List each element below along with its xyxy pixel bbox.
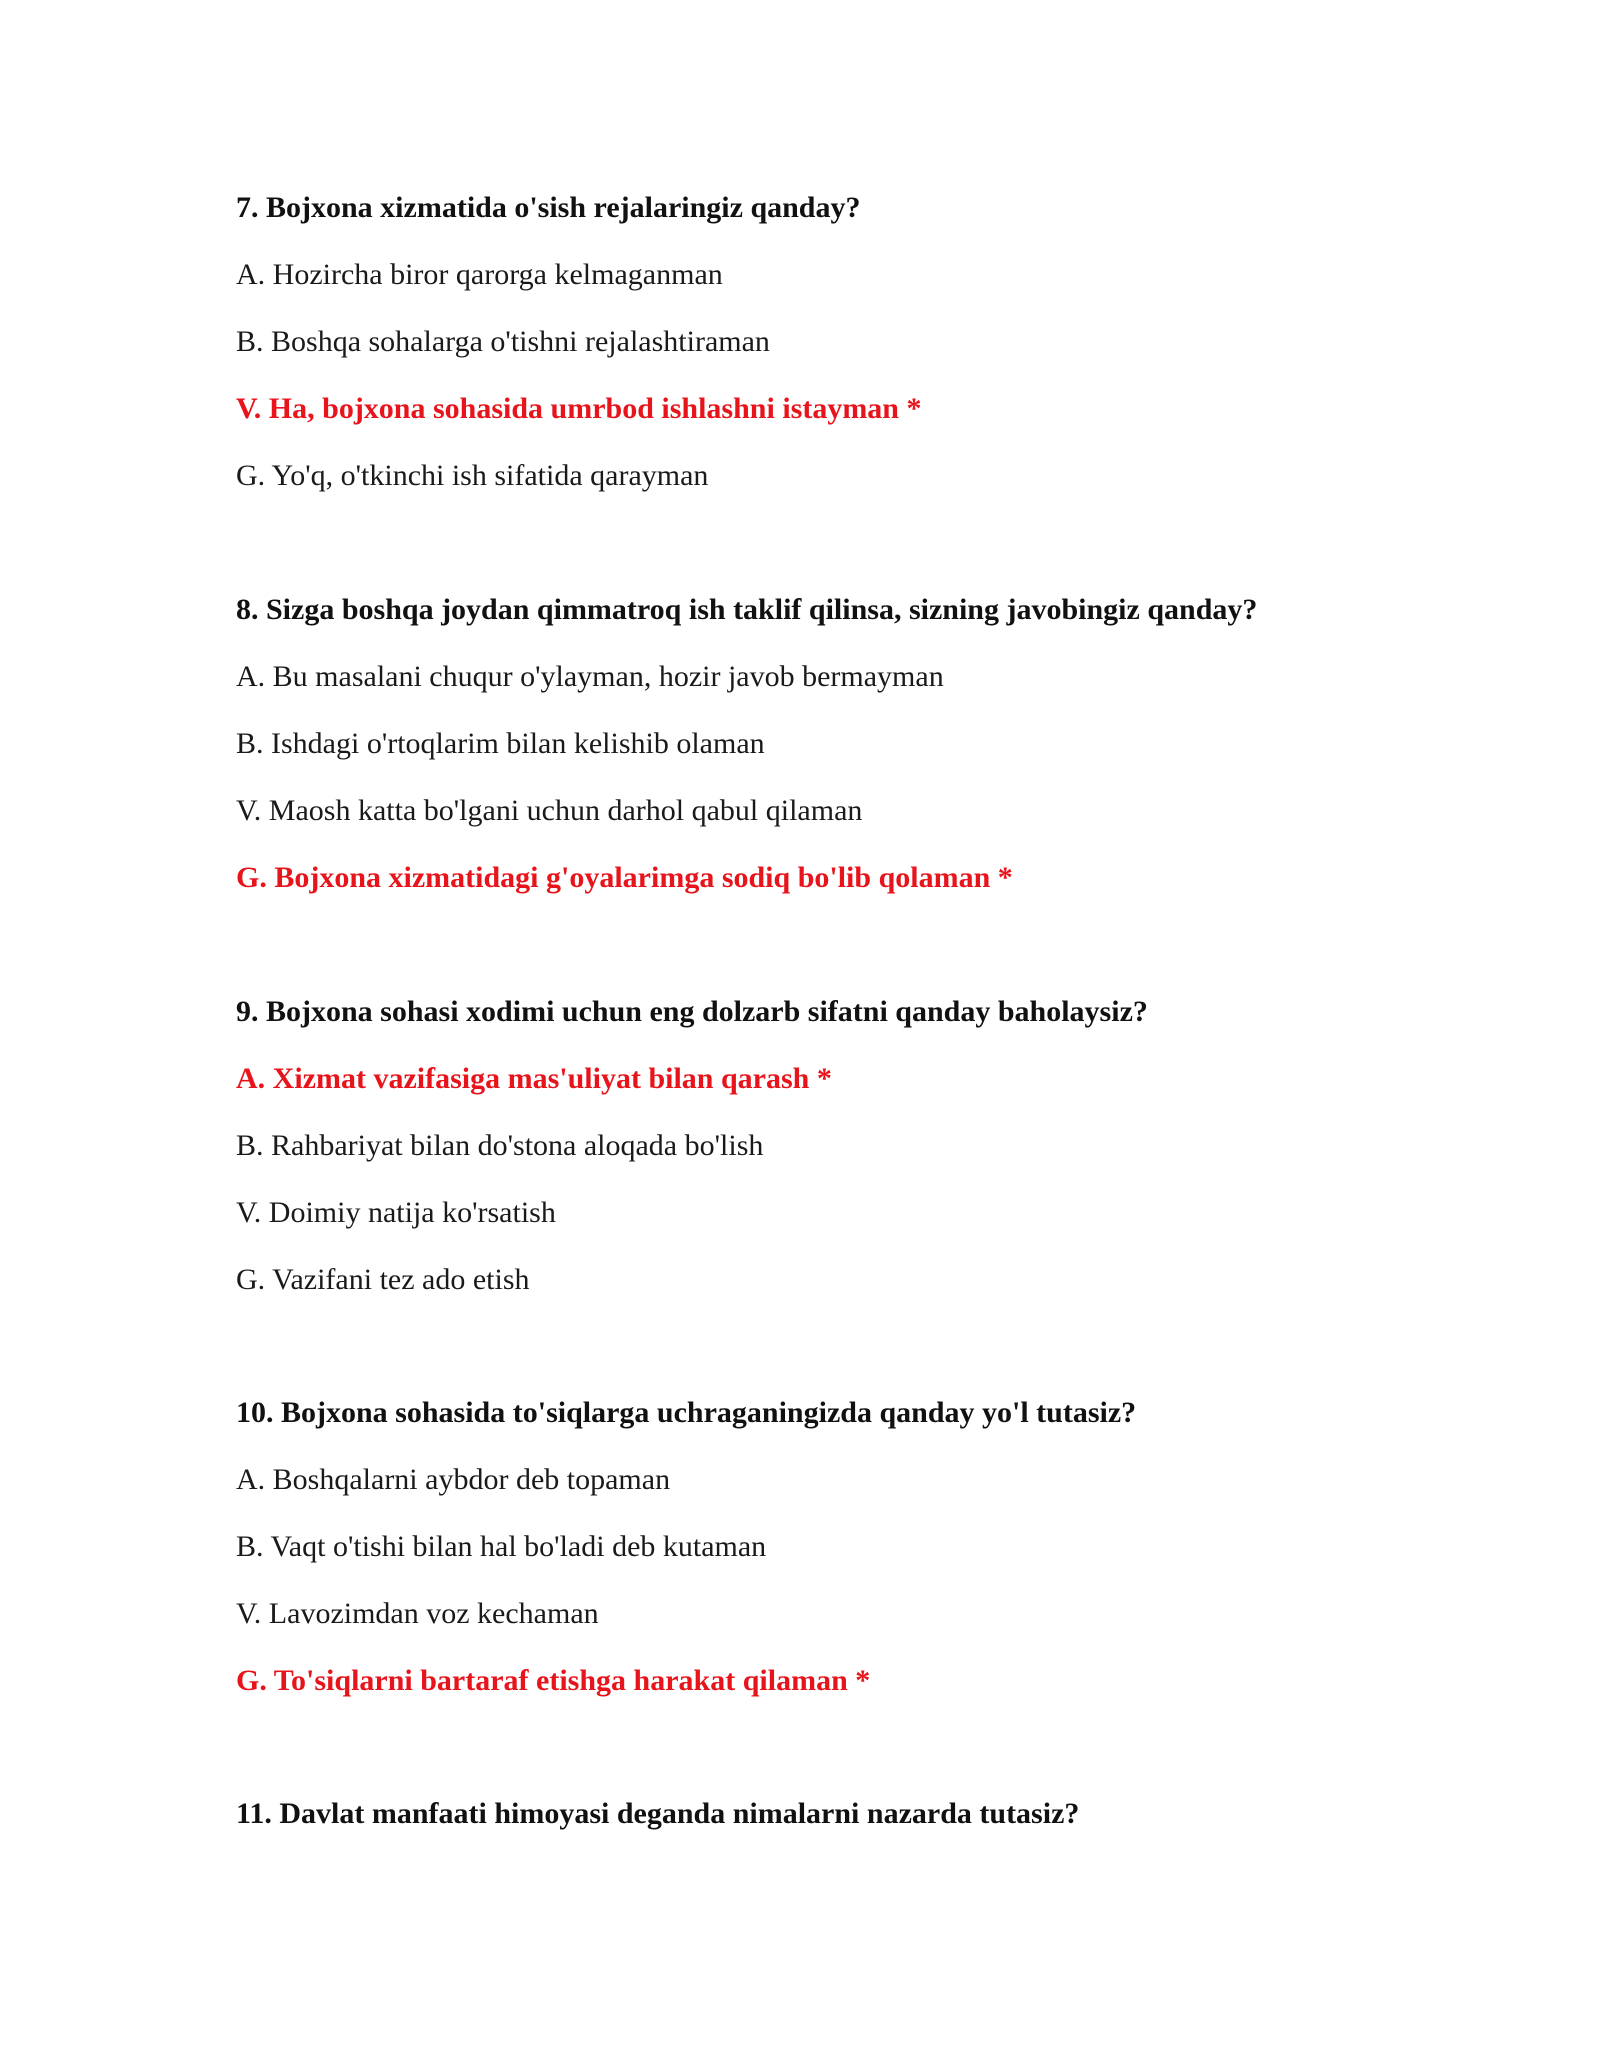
option-9v: V. Doimiy natija ko'rsatish — [236, 1196, 556, 1229]
question-9: 9. Bojxona sohasi xodimi uchun eng dolzarb sifatni qanday baholaysiz? — [236, 995, 1148, 1028]
option-7b: B. Boshqa sohalarga o'tishni rejalashtiraman — [236, 325, 770, 358]
option-10g-correct: G. To'siqlarni bartaraf etishga harakat qilaman * — [236, 1664, 871, 1697]
option-10a: A. Boshqalarni aybdor deb topaman — [236, 1463, 671, 1496]
option-7a: A. Hozircha biror qarorga kelmaganman — [236, 258, 723, 291]
option-7v-correct: V. Ha, bojxona sohasida umrbod ishlashni istayman * — [236, 392, 922, 425]
option-9a-correct: A. Xizmat vazifasiga mas'uliyat bilan qarash * — [236, 1062, 832, 1095]
option-9b: B. Rahbariyat bilan do'stona aloqada bo'lish — [236, 1129, 764, 1162]
option-8a: A. Bu masalani chuqur o'ylayman, hozir javob bermayman — [236, 660, 944, 693]
option-8v: V. Maosh katta bo'lgani uchun darhol qabul qilaman — [236, 794, 863, 827]
question-10: 10. Bojxona sohasida to'siqlarga uchraganingizda qanday yo'l tutasiz? — [236, 1396, 1137, 1429]
option-10b: B. Vaqt o'tishi bilan hal bo'ladi deb kutaman — [236, 1530, 767, 1563]
question-11: 11. Davlat manfaati himoyasi deganda nimalarni nazarda tutasiz? — [236, 1797, 1080, 1830]
option-10v: V. Lavozimdan voz kechaman — [236, 1597, 599, 1630]
option-8g-correct: G. Bojxona xizmatidagi g'oyalarimga sodiq bo'lib qolaman * — [236, 861, 1013, 894]
question-7: 7. Bojxona xizmatida o'sish rejalaringiz qanday? — [236, 191, 861, 224]
question-8: 8. Sizga boshqa joydan qimmatroq ish taklif qilinsa, sizning javobingiz qanday? — [236, 593, 1258, 626]
option-9g: G. Vazifani tez ado etish — [236, 1263, 530, 1296]
option-7g: G. Yo'q, o'tkinchi ish sifatida qarayman — [236, 459, 709, 492]
option-8b: B. Ishdagi o'rtoqlarim bilan kelishib olaman — [236, 727, 765, 760]
